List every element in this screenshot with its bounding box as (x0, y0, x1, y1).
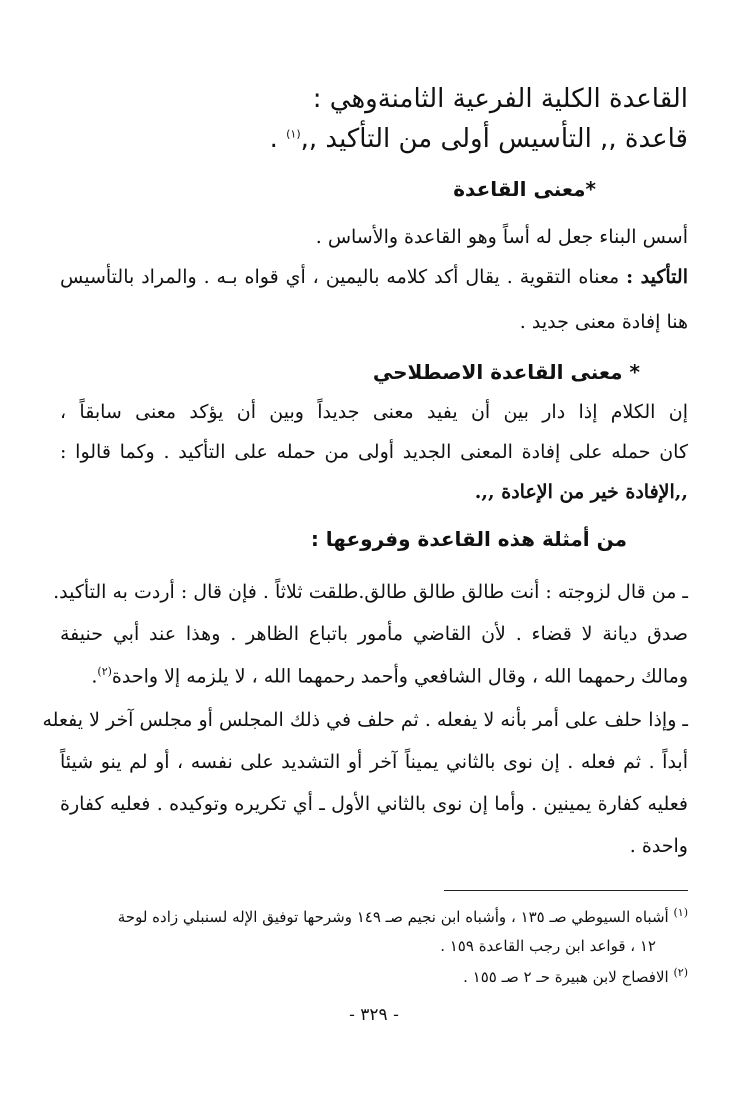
page-number (0, 1005, 748, 1025)
paragraph-line (60, 401, 688, 423)
paragraph-line (60, 226, 688, 248)
paragraph-text: أسس البناء جعل له أساً وهو القاعدة والأساس . (315, 226, 688, 248)
paragraph-text: هنا إفادة معنى جديد . (519, 311, 688, 333)
section-heading-meaning-text: *معنى القاعدة (453, 177, 596, 201)
footnote-1-marker: (١) (673, 906, 688, 919)
rule-title-line-1 (60, 84, 688, 114)
footnote-ref-1[interactable]: (١) (286, 127, 301, 141)
footnote-2-marker: (٢) (673, 966, 688, 979)
paragraph-end: . (91, 665, 98, 688)
paragraph-line (60, 441, 688, 463)
paragraph-line (60, 835, 688, 857)
footnote-2-line-1 (60, 966, 688, 986)
paragraph-text: واحدة . (629, 835, 688, 857)
quote-text: ,,الإفادة خير من الإعادة ,,. (474, 481, 688, 503)
section-heading-examples-text: من أمثلة هذه القاعدة وفروعها : (310, 527, 627, 551)
footnote-1-line-2 (60, 937, 656, 955)
paragraph-text: ـ وإذا حلف على أمر بأنه لا يفعله . ثم حلف في ذلك المجلس أو مجلس آخر لا يفعله (42, 709, 688, 731)
paragraph-line (60, 266, 688, 288)
page-number-text: - ٣٢٩ - (349, 1005, 399, 1025)
paragraph-line (42, 709, 688, 731)
paragraph-text: ومالك رحمهما الله ، وقال الشافعي وأحمد رحمهما الله ، لا يلزمه إلا واحدة (111, 665, 688, 688)
paragraph-text: فعليه كفارة يمينين . وأما إن نوى بالثاني الأول ـ أي تكريره وتوكيده . فعليه كفارة (60, 793, 688, 815)
paragraph-text: إن الكلام إذا دار بين أن يفيد معنى جديداً وبين أن يؤكد معنى سابقاً ، (60, 401, 688, 423)
section-heading-examples (60, 527, 627, 551)
paragraph-line (53, 581, 688, 603)
paragraph-text: معناه التقوية . يقال أكد كلامه باليمين ، أي قواه بـه . والمراد بالتأسيس (60, 266, 627, 288)
section-heading-meaning (60, 177, 596, 201)
footnote-ref-2[interactable]: (٢) (97, 665, 112, 678)
rule-title-end: . (269, 124, 287, 154)
paragraph-text: كان حمله على إفادة المعنى الجديد أولى من حمله على التأكيد . وكما قالوا : (60, 441, 688, 463)
paragraph-text: ـ من قال لزوجته : أنت طالق طالق طالق.طلقت ثلاثاً . فإن قال : أردت به التأكيد. (53, 581, 688, 603)
paragraph-line (60, 623, 688, 645)
paragraph-line (60, 793, 688, 815)
footnote-1-text: أشباه السيوطي صـ ١٣٥ ، وأشباه ابن نجيم صـ ١٤٩ وشرحها توفيق الإله لسنبلي زاده لوحة (117, 908, 669, 926)
term-label-ta-kid: التأكيد : (626, 266, 688, 288)
footnote-2-text: الافصاح لابن هبيرة حـ ٢ صـ ١٥٥ . (463, 968, 669, 986)
rule-title-text-2: قاعدة ,, التأسيس أولى من التأكيد ,, (300, 124, 688, 154)
footnote-1-line-1 (60, 906, 688, 926)
quote-line (60, 481, 688, 503)
section-heading-technical-text: * معنى القاعدة الاصطلاحي (372, 360, 640, 384)
paragraph-line (60, 751, 688, 773)
paragraph-line (60, 311, 688, 333)
footnote-1-text-cont: ١٢ ، قواعد ابن رجب القاعدة ١٥٩ . (440, 937, 656, 955)
rule-title-text-1: القاعدة الكلية الفرعية الثامنةوهي : (312, 84, 688, 114)
rule-title-line-2 (60, 124, 688, 154)
paragraph-text: أبداً . ثم فعله . إن نوى بالثاني يميناً آخر أو التشديد على نفسه ، أو لم ينو شيئاً (60, 751, 688, 773)
footnote-separator (444, 890, 688, 891)
paragraph-line (60, 665, 688, 687)
paragraph-text: صدق ديانة لا قضاء . لأن القاضي مأمور باتباع الظاهر . وهذا عند أبي حنيفة (60, 623, 688, 645)
section-heading-technical (60, 360, 640, 384)
